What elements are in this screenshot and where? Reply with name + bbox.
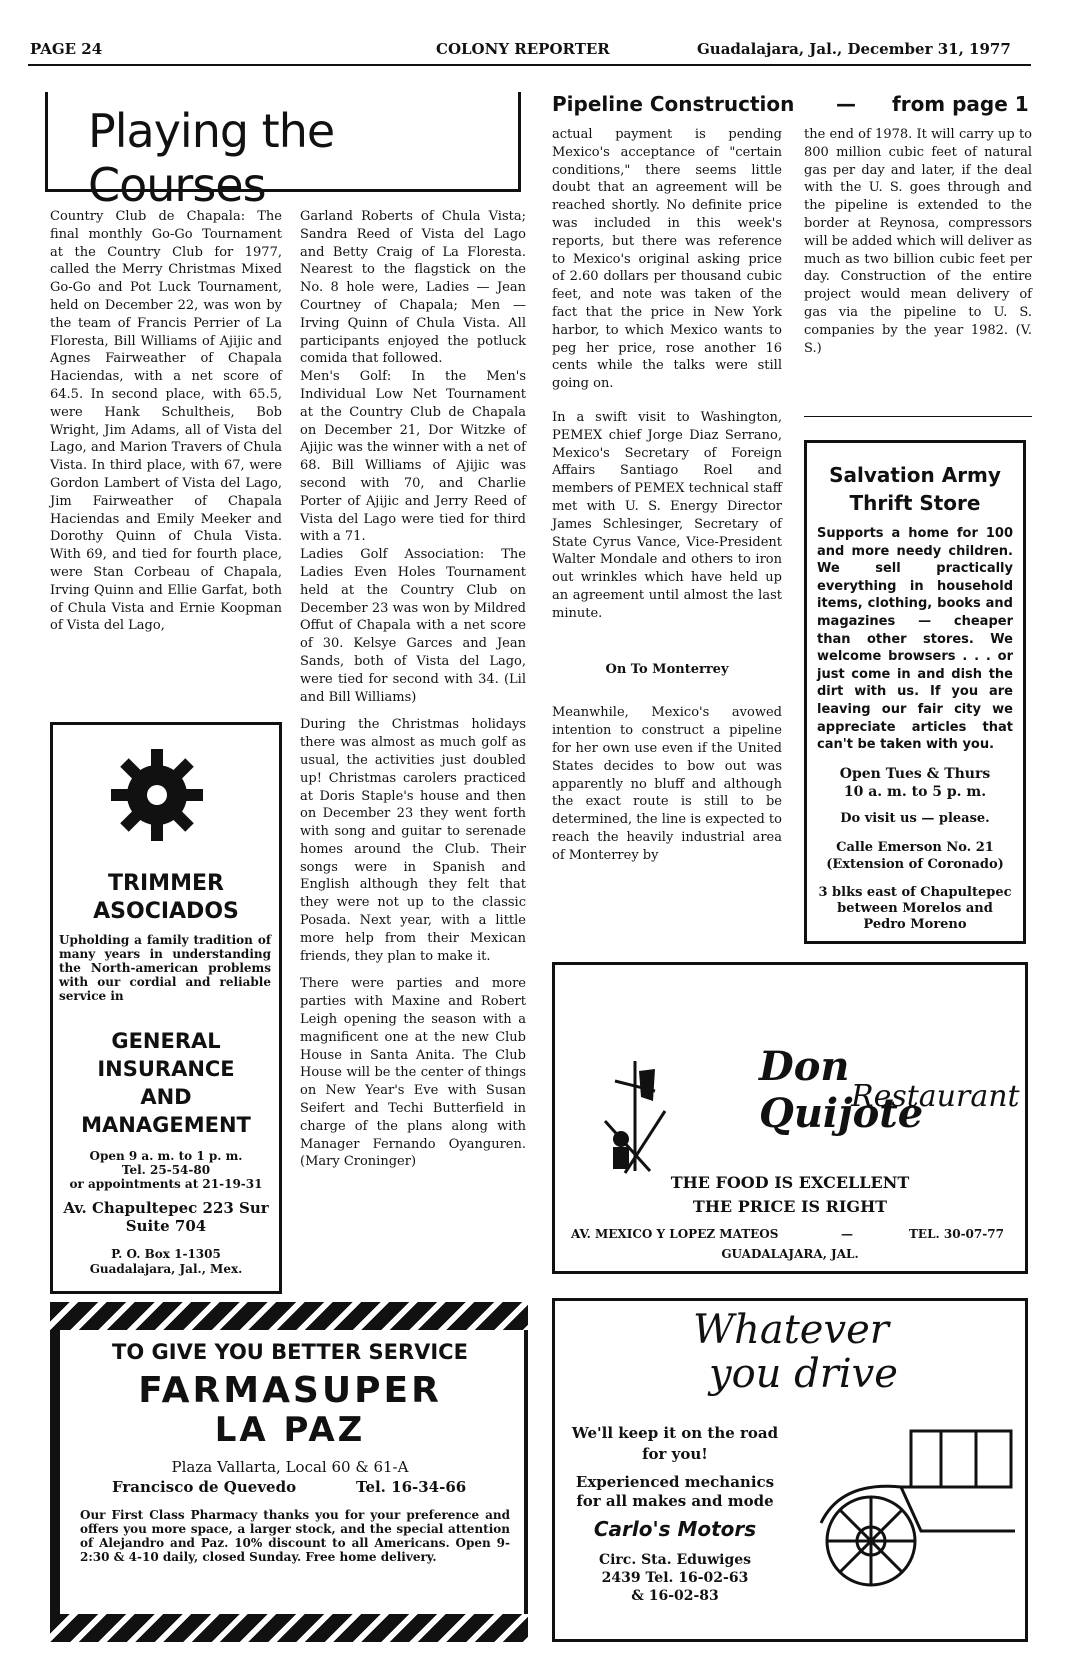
don-quijote-tel: TEL. 30-07-77	[909, 1227, 1004, 1241]
border-right	[524, 1330, 528, 1614]
don-quijote-restaurant: Restaurant	[851, 1079, 1020, 1114]
trimmer-tagline: Upholding a family tradition of many years in understanding the North-american problems with our cordial and reliable service in	[59, 933, 271, 1003]
pipeline-column-2	[804, 126, 1032, 357]
salvation-direction-line: Pedro Moreno	[863, 917, 967, 932]
carlos-address-line: & 16-02-83	[631, 1588, 719, 1604]
masthead-title: COLONY REPORTER	[436, 40, 610, 58]
carlos-mechanics	[565, 1473, 785, 1511]
carlos-motors-ad	[552, 1298, 1028, 1642]
carlos-address	[565, 1551, 785, 1605]
salvation-army-ad	[804, 440, 1026, 944]
pipeline-continued: from page 1	[892, 92, 1029, 116]
salvation-hours-line: 10 a. m. to 5 p. m.	[843, 784, 987, 800]
salvation-direction-line: 3 blks east of Chapultepec	[818, 885, 1012, 900]
salvation-hours-line: Open Tues & Thurs	[839, 766, 991, 782]
carlos-address-line: Circ. Sta. Eduwiges	[598, 1552, 752, 1568]
trimmer-hours: Open 9 a. m. to 1 p. m.	[89, 1149, 243, 1163]
border-left	[50, 1330, 60, 1614]
trimmer-address	[53, 1199, 279, 1235]
carlos-script-1: Whatever	[693, 1307, 889, 1353]
farmasuper-street: Francisco de Quevedo	[112, 1478, 297, 1496]
trimmer-services	[53, 1027, 279, 1139]
farmasuper-subname: LA PAZ	[214, 1410, 366, 1450]
don-quijote-name: Don Quijote	[759, 1043, 924, 1137]
pipeline-paragraph: Meanwhile, Mexico's avowed intention to construct a pipeline for her own use even if the United States decides to bow out was apparently no bluff and although the exact route is still to be determined, the line is expected to reach the heavily industrial area of Monterrey by	[552, 705, 782, 863]
stripe-border-bottom	[50, 1614, 528, 1642]
farmasuper-name: FARMASUPER	[138, 1370, 442, 1411]
carlos-tagline-line: We'll keep it on the road	[571, 1424, 779, 1442]
vintage-car-icon	[801, 1411, 1021, 1601]
salvation-address	[807, 839, 1023, 873]
carlos-mechanics-line: for all makes and mode	[576, 1492, 774, 1510]
farmasuper-top-line: TO GIVE YOU BETTER SERVICE	[112, 1340, 468, 1364]
don-quijote-figure-icon	[595, 1061, 681, 1181]
trimmer-service-line: MANAGEMENT	[81, 1113, 251, 1137]
slogan-line: THE FOOD IS EXCELLENT	[670, 1173, 910, 1192]
golf-paragraph: Country Club de Chapala: The final monthly Go-Go Tournament at the Country Club for 1977, called the Merry Christmas Mixed Go-Go and Pot Luck Tournament, held on December 22, was won by the team of Francis Perrier of La Floresta, Bill Williams of Ajijic and Agnes Fairweather of Chapala Haciendas, with a net score of 64.5. In second place, with 65.5, were Hank Schultheis, Bob Wright, Jim Adams, all of Vista del Lago, and Marion Travers of Chula Vista. In third place, with 67, were Gordon Lambert of Vista del Lago, Jim Fairweather of Chapala Haciendas and Emily Meeker and Dorothy Quinn of Chula Vista. With 69, and tied for fourth place, were Stan Corbeau of Chapala, Irving Quinn and Ellie Garfat, both of Chula Vista and Ernie Koopman of Vista del Lago,	[50, 209, 282, 634]
farmasuper-body: Our First Class Pharmacy thanks you for your preference and offers you more space, a larger stock, and the special attention of Alejandro and Paz. 10% discount to all Americans. Open 9-2:30 & 4-10 daily, closed Sunday. Free home delivery.	[80, 1508, 510, 1564]
trimmer-po-box: P. O. Box 1-1305	[111, 1247, 221, 1261]
golf-paragraph: During the Christmas holidays there was almost as much golf as usual, the activities just doubled up! Christmas carolers practiced at Doris Staple's house and then on December 23 they went forth with song and guitar to serenade homes around the Club. Their songs were in Spanish and English although they felt that they were not up to the classic Posada. Next year, with a little more help from their Mexican friends, they plan to make it.	[300, 717, 526, 964]
trimmer-address-line: Av. Chapultepec 223 Sur	[63, 1199, 269, 1217]
slogan-line: THE PRICE IS RIGHT	[692, 1197, 888, 1216]
pipeline-paragraph: In a swift visit to Washington, PEMEX chief Jorge Diaz Serrano, Mexico's Secretary of Foreign Affairs Santiago Roel and members of PEMEX technical staff met with U. S. Energy Director James Schlesinger, Secretary of State Cyrus Vance, Vice-President Walter Mondale and others to iron out wrinkles which have held up an agreement until almost the last minute.	[552, 409, 782, 621]
don-quijote-ad	[552, 962, 1028, 1274]
golf-paragraph: Ladies Golf Association: The Ladies Even Holes Tournament held at the Country Club on December 23 was won by Mildred Offut of Chapala with a net score of 30. Kelsye Garces and Jean Sands, both of Vista del Lago, were tied for second with 34. (Lil and Bill Williams)	[300, 547, 526, 705]
salvation-title-line: Thrift Store	[849, 491, 981, 515]
dateline: Guadalajara, Jal., December 31, 1977	[697, 40, 1011, 58]
salvation-body: Supports a home for 100 and more needy children. We sell practically everything in household items, clothing, books and magazines — cheaper than other stores. We welcome browsers . . . or just come in and dish the dirt with us. If you are leaving our fair city we appreciate articles that can't be taken with you.	[817, 526, 1013, 753]
carlos-name: Carlo's Motors	[593, 1517, 757, 1541]
golf-paragraph: Garland Roberts of Chula Vista; Sandra Reed of Vista del Lago and Betty Craig of La Floresta. Nearest to the flagstick on the No. 8 hole were, Ladies — Jean Courtney of Chapala; Men — Irving Quinn of Chula Vista. All participants enjoyed the potluck comida that followed.	[300, 209, 526, 367]
trimmer-address-line: Suite 704	[125, 1217, 207, 1235]
trimmer-city: Guadalajara, Jal., Mex.	[89, 1262, 243, 1276]
salvation-visit: Do visit us — please.	[840, 811, 990, 826]
carlos-script-2: you drive	[709, 1351, 898, 1397]
trimmer-ad	[50, 722, 282, 1294]
salvation-direction-line: between Morelos and	[837, 901, 993, 916]
trimmer-appointments: or appointments at 21-19-31	[69, 1177, 263, 1191]
don-quijote-dash: —	[841, 1227, 853, 1241]
farmasuper-address: Plaza Vallarta, Local 60 & 61-A	[171, 1458, 409, 1476]
don-quijote-address: AV. MEXICO Y LOPEZ MATEOS	[571, 1227, 779, 1241]
farmasuper-ad	[50, 1302, 528, 1642]
salvation-title-line: Salvation Army	[829, 463, 1001, 487]
pipeline-paragraph: the end of 1978. It will carry up to 800 million cubic feet of natural gas per day and later, if the deal with the U. S. goes through and the pipeline is extended to the border at Reynosa, compressors will be added which will deliver as much as two billion cubic feet per day. Construction of the entire project would mean delivery of gas via the pipeline to U. S. companies by the year 1982. (V. S.)	[804, 127, 1032, 356]
trimmer-contact	[53, 1149, 279, 1191]
pipeline-subhead: On To Monterrey	[605, 661, 729, 677]
salvation-address-line: (Extension of Coronado)	[826, 857, 1004, 872]
pipeline-paragraph: actual payment is pending Mexico's acceptance of "certain conditions," there seems little doubt that an agreement will be reached shortly. No definite price was included in this week's reports, but there was reference to Mexico's original asking price of 2.60 dollars per thousand cubic feet, and note was taken of the fact that the price in New York harbor, to which Mexico wants to peg her price, rose another 16 cents while the talks were still going on.	[552, 127, 782, 392]
salvation-hours	[807, 765, 1023, 801]
don-quijote-slogan	[555, 1171, 1025, 1219]
golf-paragraph: There were parties and more parties with Maxine and Robert Leigh opening the season with a magnificent one at the new Club House in Santa Anita. The Club House will be the center of things on New Year's Eve with Susan Seifert and Techi Butterfield in charge of the plans along with Manager Fernando Oyanguren. (Mary Croninger)	[300, 976, 526, 1170]
golf-title: Playing the Courses	[88, 104, 335, 212]
carlos-mechanics-line: Experienced mechanics	[575, 1473, 775, 1491]
don-quijote-city: GUADALAJARA, JAL.	[721, 1247, 859, 1261]
golf-column-1	[50, 208, 282, 635]
gear-logo-icon	[109, 747, 205, 843]
trimmer-name-1: TRIMMER	[108, 871, 224, 896]
salvation-directions	[807, 885, 1023, 933]
page-number: PAGE 24	[30, 40, 103, 58]
trimmer-postal	[53, 1247, 279, 1277]
trimmer-service-line: GENERAL	[111, 1029, 221, 1053]
carlos-tagline-line: for you!	[642, 1445, 708, 1463]
pipeline-headline: Pipeline Construction	[552, 92, 795, 116]
stripe-border-top	[50, 1302, 528, 1330]
divider	[804, 416, 1032, 417]
trimmer-name-2: ASOCIADOS	[93, 899, 239, 924]
trimmer-tel: Tel. 25-54-80	[121, 1163, 211, 1177]
pipeline-dash: —	[836, 92, 856, 116]
golf-column-2	[300, 208, 526, 1171]
trimmer-service-line: INSURANCE	[97, 1057, 235, 1081]
golf-title-box	[45, 92, 521, 212]
golf-paragraph: Men's Golf: In the Men's Individual Low Net Tournament at the Country Club de Chapala on December 21, Dor Witzke of Ajijic was the winner with a net of 68. Bill Williams of Ajijic was second with 70, and Charlie Porter of Ajijic and Jerry Reed of Vista del Lago were tied for third with a 71.	[300, 369, 526, 545]
farmasuper-tel: Tel. 16-34-66	[356, 1478, 467, 1496]
header-rule	[28, 64, 1031, 66]
carlos-address-line: 2439 Tel. 16-02-63	[601, 1570, 749, 1586]
trimmer-service-line: AND	[140, 1085, 192, 1109]
salvation-title	[807, 461, 1023, 517]
salvation-address-line: Calle Emerson No. 21	[836, 840, 994, 855]
pipeline-column-1	[552, 126, 782, 864]
carlos-tagline	[565, 1423, 785, 1465]
